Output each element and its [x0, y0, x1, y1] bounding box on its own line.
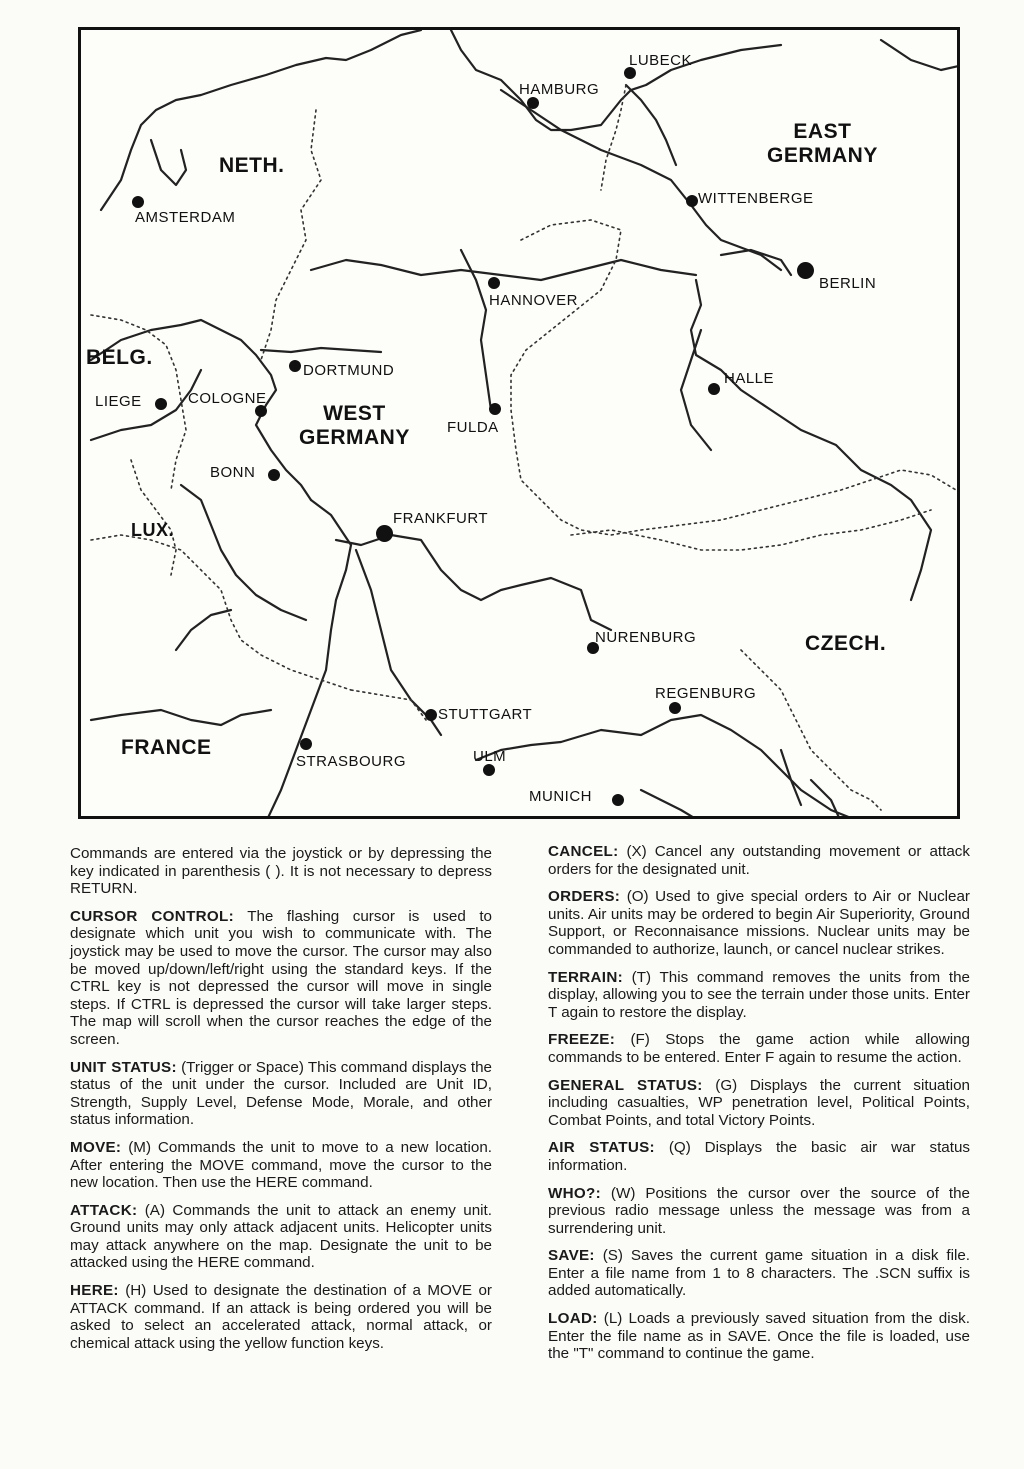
coast-baltic-east — [881, 40, 960, 70]
country-label-belgium: BELG. — [86, 346, 153, 369]
city-label-dortmund: DORTMUND — [303, 362, 395, 379]
city-label-nurenburg: NURENBURG — [595, 629, 697, 646]
city-dot-dortmund — [289, 360, 301, 372]
city-dot-frankfurt — [376, 525, 393, 542]
country-label-west-germany — [299, 402, 410, 450]
command-description: (G) Displays the current situation including casualties, WP penetration level, Political Points, Combat Points, and total Victory Points. — [548, 1076, 970, 1129]
command-description: (H) Used to designate the destination of a MOVE or ATTACK command. If an attack is being ordered you will be asked to select an accelerated attack, normal attack, or chemical attack using the yellow function keys. — [70, 1282, 492, 1352]
command-terrain — [548, 969, 970, 1022]
command-attack — [70, 1202, 492, 1272]
river-rhine-upper — [266, 500, 351, 819]
city-label-berlin: BERLIN — [819, 275, 877, 292]
city-dot-berlin — [797, 262, 814, 279]
city-label-ulm: ULM — [473, 748, 507, 765]
command-description: (M) Commands the unit to move to a new location. After entering the MOVE command, move the cursor to the new location. Then use the HERE command. — [70, 1138, 492, 1192]
river-neckar — [356, 550, 441, 735]
command-description: (Trigger or Space) This command displays the status of the unit under the cursor. Included are Unit ID, Strength, Supply Level, Defense Mode, Morale, and other status information. — [70, 1058, 492, 1129]
command-description: (A) Commands the unit to attack an enemy unit. Ground units may only attack adjacent units. Helicopter units may attack anywhere on the map. Designate the unit to be attacked using the HERE command. — [70, 1201, 492, 1272]
city-dot-stuttgart — [425, 709, 437, 721]
country-label-east-germany-line2: GERMANY — [767, 144, 878, 167]
command-term: CURSOR CONTROL: — [70, 907, 234, 925]
city-label-hannover: HANNOVER — [489, 292, 579, 309]
city-dot-hannover — [488, 277, 500, 289]
country-label-east-germany — [767, 120, 878, 168]
river-ruhr — [261, 348, 381, 352]
command-term: CANCEL: — [548, 843, 619, 860]
command-load — [548, 1310, 970, 1363]
command-description: The flashing cursor is used to designate which unit you wish to communicate with. The joystick may be used to move the cursor. The cursor may also be moved up/down/left/right using the standard keys. If the CTRL key is not depressed the cursor will move in single steps. If CTRL is depressed the cursor will take larger steps. The map will scroll when the cursor reaches the edge of the screen. — [70, 907, 492, 1048]
border-czech-south — [741, 650, 881, 810]
command-orders — [548, 888, 970, 958]
city-label-strasbourg: STRASBOURG — [296, 753, 407, 770]
command-unit-status — [70, 1059, 492, 1129]
river-mosel — [181, 485, 306, 620]
command-description: (S) Saves the current game situation in a disk file. Enter a file name from 1 to 8 characters. The .SCN suffix is added automatically. — [548, 1247, 970, 1300]
river-aller — [311, 260, 696, 280]
river-isar — [641, 790, 701, 819]
country-label-france: FRANCE — [121, 736, 212, 759]
city-label-regenburg: REGENBURG — [655, 685, 757, 702]
country-label-west-germany-line1: WEST — [323, 402, 386, 425]
city-dot-regenburg — [669, 702, 681, 714]
city-dot-liege — [155, 398, 167, 410]
city-label-munich: MUNICH — [529, 788, 592, 805]
city-label-hamburg: HAMBURG — [519, 81, 600, 98]
command-term: ATTACK: — [70, 1201, 138, 1219]
border-south — [351, 690, 426, 720]
city-label-cologne: COLOGNE — [188, 390, 267, 407]
command-cancel — [548, 843, 970, 878]
city-dot-ulm — [483, 764, 495, 776]
city-label-halle: HALLE — [724, 370, 775, 387]
command-description: (F) Stops the game action while allowing commands to be entered. Enter F again to resume the action. — [548, 1031, 970, 1066]
country-label-luxembourg: LUX. — [131, 520, 175, 540]
city-label-wittenberge: WITTENBERGE — [698, 190, 814, 207]
country-label-east-germany-line1: EAST — [793, 120, 852, 143]
border-neth-germany — [261, 110, 321, 360]
command-term: ORDERS: — [548, 888, 621, 906]
border-east-west-north — [601, 85, 626, 190]
river-south-west — [176, 610, 231, 650]
city-label-liege: LIEGE — [95, 393, 142, 410]
manual-intro: Commands are entered via the joystick or by depressing the key indicated in parenthesis ( ). It is not necessary to depress RETURN. — [70, 845, 492, 898]
command-term: AIR STATUS: — [548, 1139, 655, 1157]
command-term: WHO?: — [548, 1184, 601, 1202]
city-label-stuttgart: STUTTGART — [438, 706, 533, 723]
manual-right-column — [548, 843, 970, 1373]
river-saale — [681, 330, 711, 450]
command-who — [548, 1185, 970, 1238]
city-dot-bonn — [268, 469, 280, 481]
city-label-fulda: FULDA — [447, 419, 499, 436]
river-lech — [781, 750, 801, 805]
city-label-amsterdam: AMSTERDAM — [135, 209, 236, 226]
river-elbe-north — [626, 85, 676, 165]
city-dot-hamburg — [527, 97, 539, 109]
city-dot-halle — [708, 383, 720, 395]
coast-netherlands-inlet — [151, 140, 186, 185]
map — [78, 27, 960, 819]
city-dot-munich — [612, 794, 624, 806]
command-description: (X) Cancel any outstanding movement or attack orders for the designated unit. — [548, 843, 970, 878]
command-term: HERE: — [70, 1282, 119, 1300]
command-term: GENERAL STATUS: — [548, 1076, 703, 1094]
command-description: (O) Used to give special orders to Air or Nuclear units. Air units may be ordered to begin Air Superiority, Ground Support, or Reconnaisance missions. Nuclear units may be commanded to authorize, launch, or cancel nuclear strikes. — [548, 888, 970, 958]
command-description: (W) Positions the cursor over the source of the previous radio message unless the message was from a surrendering unit. — [548, 1184, 970, 1237]
command-save — [548, 1247, 970, 1300]
country-label-netherlands: NETH. — [219, 154, 285, 177]
city-label-frankfurt: FRANKFURT — [393, 510, 489, 527]
city-label-bonn: BONN — [210, 464, 256, 481]
command-term: SAVE: — [548, 1247, 595, 1265]
country-label-west-germany-line2: GERMANY — [299, 426, 410, 449]
city-dot-strasbourg — [300, 738, 312, 750]
country-label-czechoslovakia: CZECH. — [805, 632, 887, 655]
command-term: MOVE: — [70, 1138, 122, 1156]
river-oder — [691, 280, 931, 600]
command-term: FREEZE: — [548, 1031, 616, 1049]
city-label-lubeck: LUBECK — [629, 52, 693, 69]
command-term: UNIT STATUS: — [70, 1058, 177, 1076]
city-dot-wittenberge — [686, 195, 698, 207]
command-move — [70, 1139, 492, 1192]
command-general-status — [548, 1077, 970, 1130]
command-term: LOAD: — [548, 1310, 598, 1328]
river-saar — [91, 710, 271, 725]
city-dot-fulda — [489, 403, 501, 415]
command-description: (Q) Displays the basic air war status information. — [548, 1139, 970, 1174]
city-dot-amsterdam — [132, 196, 144, 208]
coast-baltic — [451, 30, 781, 130]
command-term: TERRAIN: — [548, 968, 623, 986]
manual-left-column — [70, 845, 492, 1362]
command-air-status — [548, 1139, 970, 1174]
coast-netherlands — [101, 30, 421, 210]
command-description: (T) This command removes the units from the display, allowing you to see the terrain under those units. Enter T again to restore the display. — [548, 968, 970, 1021]
river-elbe — [501, 90, 781, 270]
command-here — [70, 1282, 492, 1352]
command-freeze — [548, 1031, 970, 1066]
border-czech — [571, 510, 931, 550]
command-cursor-control — [70, 908, 492, 1049]
command-description: (L) Loads a previously saved situation from the disk. Enter the file name as in SAVE. Once the file is loaded, use the "T" command to continue the game. — [548, 1310, 970, 1363]
